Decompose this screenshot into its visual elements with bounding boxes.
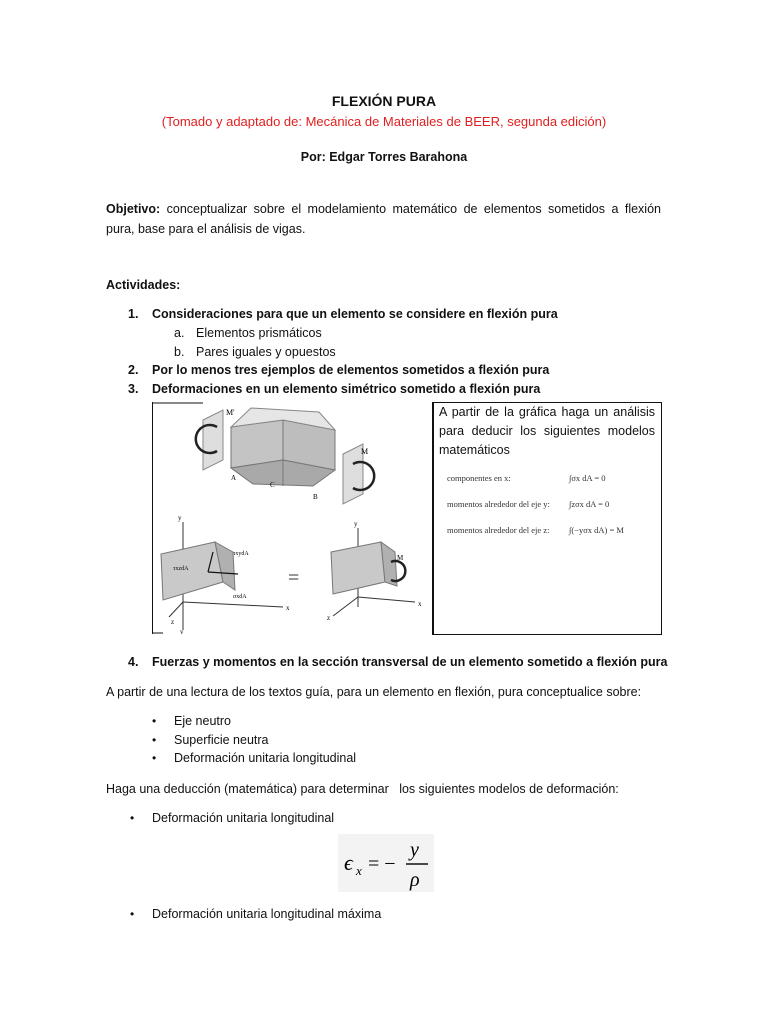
label-a: A [231,474,237,482]
label-txy: τxydA [233,551,249,557]
strain-formula-graphic [338,834,434,892]
label-sx: σxdA [233,594,247,600]
activity-item-3 [128,382,712,396]
objective-text: conceptualizar sobre el modelamiento matemático de elementos sometidos a flexión pura, base para el análisis de vigas. [106,202,661,236]
equation-row-2 [447,499,610,509]
bullet-dot: • [130,907,135,921]
label-c: C [270,481,275,489]
bullet-dot: • [152,714,157,728]
label-m2: M [397,554,404,562]
label-z1: z [171,618,175,626]
formula-epsilon: ϵ [344,850,353,875]
model-text: Deformación unitaria longitudinal [152,811,335,825]
activities-heading: Actividades: [106,278,181,292]
formula-subscript: x [356,863,362,878]
model-text: Deformación unitaria longitudinal máxima [152,907,382,921]
activity-number: 3. [128,382,139,396]
objective-paragraph [106,199,661,239]
activity-item-2 [128,363,712,377]
concept-bullet [152,714,231,728]
activity-item-4 [128,655,732,669]
equation-label: momentos alrededor del eje z: [447,525,550,535]
deduction-paragraph: Haga una deducción (matemática) para determinar los siguientes modelos de deformación: [106,782,619,796]
pure-bending-illustration [153,402,433,634]
subitem-text: Pares iguales y opuestos [196,345,336,359]
activity-text: Fuerzas y momentos en la sección transversal de un elemento sometido a flexión pura [152,655,668,669]
concept-bullet [152,751,356,765]
label-m-prime: M' [226,408,235,417]
stress-element-diagram [161,514,290,634]
label-m: M [361,447,369,456]
bullet-dot: • [152,733,157,747]
label-b: B [313,493,318,501]
label-z2: z [327,614,331,622]
concept-text: Deformación unitaria longitudinal [174,751,357,765]
activity-text: Por lo menos tres ejemplos de elementos sometidos a flexión pura [152,363,550,377]
strain-formula [338,834,434,892]
activity-number: 4. [128,655,139,669]
equals-sign: = [288,567,300,589]
equation-row-1 [447,473,606,483]
label-y1: y [178,514,182,522]
equation-label: componentes en x: [447,473,511,483]
model-bullet [130,811,334,825]
label-y3: y [354,520,358,528]
beam-diagram [196,408,374,504]
formula-numerator: y [410,839,419,861]
bullet-dot: • [152,751,157,765]
source-reference: (Tomado y adaptado de: Mecánica de Materiales de BEER, segunda edición) [161,114,607,129]
label-x2: x [418,600,422,608]
formula-equals-minus: = − [368,853,396,875]
bullet-dot: • [130,811,135,825]
concept-bullet [152,733,269,747]
equation-expr: ∫zσx dA = 0 [569,499,610,509]
activity-text: Consideraciones para que un elemento se considere en flexión pura [152,307,558,321]
activity-text: Deformaciones en un elemento simétrico sometido a flexión pura [152,382,541,396]
subitem-letter: b. [174,345,185,359]
activity-number: 1. [128,307,139,321]
equation-expr: ∫(−yσx dA) = M [569,525,624,535]
activity-number: 2. [128,363,139,377]
objective-label: Objetivo: [106,202,161,216]
activity-subitem-a [174,326,322,340]
equation-expr: ∫σx dA = 0 [569,473,606,483]
label-y2: y [180,628,184,634]
bending-figure-panel [152,402,434,634]
formula-denominator: ρ [410,869,420,891]
equation-label: momentos alrededor del eje y: [447,499,550,509]
analysis-intro: A partir de la gráfica haga un análisis para deducir los siguientes modelos matemáticos [439,405,655,457]
subitem-text: Elementos prismáticos [196,326,322,340]
equation-row-3 [447,525,624,535]
analysis-box [432,402,662,635]
model-bullet [130,907,381,921]
conceptualize-paragraph: A partir de una lectura de los textos guía, para un elemento en flexión, pura conceptualice sobre: [106,685,642,699]
label-txz: τxzdA [173,566,189,572]
label-x1: x [286,604,290,612]
moment-element-diagram [327,520,422,622]
subitem-letter: a. [174,326,185,340]
author-line: Por: Edgar Torres Barahona [300,150,468,164]
activity-item-1 [128,307,712,321]
concept-text: Eje neutro [174,714,231,728]
activity-subitem-b [174,345,336,359]
document-title: FLEXIÓN PURA [331,93,437,109]
concept-text: Superficie neutra [174,733,269,747]
